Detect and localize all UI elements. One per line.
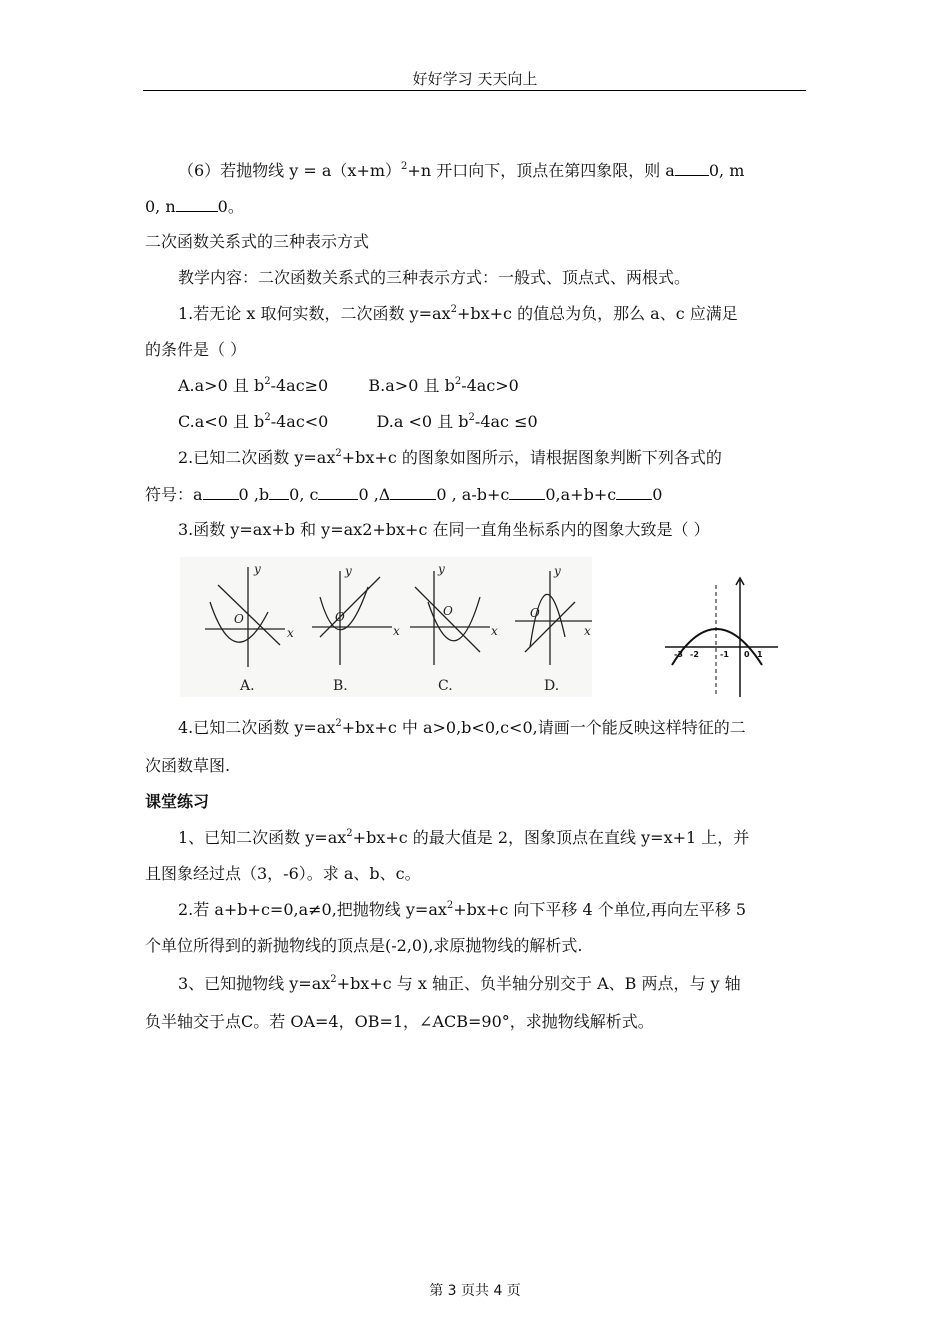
p1-line-2: 的条件是（ ） bbox=[145, 340, 247, 359]
header-divider bbox=[143, 90, 806, 91]
p2-blank-amb[interactable] bbox=[509, 484, 545, 500]
fig-c-y-label: y bbox=[438, 562, 445, 576]
tick-neg3: -3 bbox=[674, 650, 683, 659]
fig-a-label: A. bbox=[240, 678, 255, 694]
p4-line-1: 4.已知二次函数 $y=ax^2+bx+c$ 中 a>0,b<0,c<0,请画一个能反映这样特征的二 bbox=[178, 718, 746, 737]
tick-neg1: -1 bbox=[720, 650, 729, 659]
page-footer: 第 3 页共 4 页 bbox=[429, 1283, 521, 1299]
option-d[interactable]: D.a <0 且 $b^2-4ac \le 0$ bbox=[376, 412, 538, 431]
option-figures bbox=[180, 557, 592, 697]
p1-options-ab bbox=[178, 376, 519, 396]
p4-line-2: 次函数草图. bbox=[145, 756, 231, 775]
section-title-forms: 二次函数关系式的三种表示方式 bbox=[145, 232, 370, 251]
section-title-practice: 课堂练习 bbox=[145, 792, 210, 811]
fig-b-origin: O bbox=[335, 610, 345, 624]
fig-a-x-label: x bbox=[287, 626, 294, 640]
p2-line-2: 符号：a 0 ,b 0, c 0 ,Δ 0 , a-b+c 0,a+b+c 0 bbox=[145, 485, 663, 504]
fig-d-y-label: y bbox=[554, 564, 561, 578]
e2-line-1: 2.若 a+b+c=0,a≠0,把抛物线 $y=ax^2+bx+c$ 向下平移 4 个单位,再向左平移 5 bbox=[178, 900, 747, 919]
option-b[interactable]: B.a>0 且 $b^2-4ac>0$ bbox=[368, 376, 519, 395]
q6-line-1 bbox=[178, 160, 744, 181]
p1-line-1 bbox=[178, 304, 738, 324]
p1-options-cd bbox=[178, 412, 538, 432]
p1-superscript: 2 bbox=[450, 304, 457, 315]
fig-d-x-label: x bbox=[584, 624, 591, 638]
p2-blank-delta[interactable] bbox=[390, 484, 436, 500]
p2-line-1 bbox=[178, 448, 722, 468]
e2-line-2: 个单位所得到的新抛物线的顶点是(-2,0),求原抛物线的解析式. bbox=[145, 936, 583, 955]
fig-a-origin: O bbox=[234, 612, 244, 626]
p1-text-b: +bx+c 的值总为负，那么 a、c 应满足 bbox=[456, 304, 738, 323]
e3-line-2: 负半轴交于点C。若 OA=4，OB=1，∠ACB=90°，求抛物线解析式。 bbox=[145, 1012, 654, 1031]
option-a[interactable]: A.a>0 且 $b^2-4ac\ge 0$ bbox=[178, 376, 329, 395]
q6-text-a: （6）若抛物线 y = a（x+m） bbox=[178, 161, 402, 180]
e3-line-1: 3、已知抛物线 $y=ax^2+bx+c$ 与 x 轴正、负半轴分别交于 A、B 两点，与 y 轴 bbox=[178, 974, 741, 993]
p2-blank-a[interactable] bbox=[203, 484, 239, 500]
fig-d-label: D. bbox=[544, 678, 560, 694]
page-header: 好好学习 天天向上 bbox=[412, 70, 538, 88]
parabola-figure bbox=[660, 575, 785, 700]
p3-line: 3.函数 y=ax+b 和 y=ax2+bx+c 在同一直角坐标系内的图象大致是（ ） bbox=[178, 520, 710, 539]
p2-blank-c[interactable] bbox=[318, 484, 358, 500]
fig-b-label: B. bbox=[333, 678, 348, 694]
q6-text-d: 0, n bbox=[145, 197, 176, 216]
q6-blank-n[interactable] bbox=[176, 196, 218, 212]
p2-blank-b[interactable] bbox=[269, 484, 289, 500]
e1-line-1: 1、已知二次函数 $y=ax^2+bx+c$ 的最大值是 2，图象顶点在直线 y=x+1 上，并 bbox=[178, 828, 750, 847]
q6-line-2 bbox=[145, 196, 244, 217]
fig-c-label: C. bbox=[438, 678, 453, 694]
p1-text-a: 1.若无论 x 取何实数，二次函数 y=ax bbox=[178, 304, 451, 323]
e1-line-2: 且图象经过点（3，-6）。求 a、b、c。 bbox=[145, 864, 421, 883]
p2-text-b: +bx+c 的图象如图所示，请根据图象判断下列各式的 bbox=[341, 448, 722, 467]
teaching-content: 教学内容：二次函数关系式的三种表示方式：一般式、顶点式、两根式。 bbox=[178, 268, 691, 287]
q6-text-c: 0, m bbox=[708, 161, 745, 180]
option-graphs-svg bbox=[180, 557, 592, 697]
q6-text-e: 0。 bbox=[217, 197, 244, 216]
option-c[interactable]: C.a<0 且 $b^2-4ac<0$ bbox=[178, 412, 329, 431]
p2-text-a: 2.已知二次函数 y=ax bbox=[178, 448, 336, 467]
tick-one: 1 bbox=[757, 650, 763, 659]
fig-b-x-label: x bbox=[393, 624, 400, 638]
tick-zero: 0 bbox=[744, 650, 750, 659]
p2-superscript: 2 bbox=[335, 448, 342, 459]
p2-blank-apb[interactable] bbox=[616, 484, 652, 500]
fig-d-origin: O bbox=[530, 606, 540, 620]
fig-a-y-label: y bbox=[254, 562, 261, 576]
q6-superscript: 2 bbox=[401, 161, 408, 172]
q6-blank-a[interactable] bbox=[675, 160, 709, 176]
fig-c-x-label: x bbox=[491, 624, 498, 638]
q6-text-b: +n 开口向下，顶点在第四象限，则 a bbox=[407, 161, 675, 180]
fig-b-y-label: y bbox=[345, 564, 352, 578]
parabola-figure-svg bbox=[660, 575, 785, 700]
tick-neg2: -2 bbox=[690, 650, 699, 659]
fig-c-origin: O bbox=[443, 604, 453, 618]
